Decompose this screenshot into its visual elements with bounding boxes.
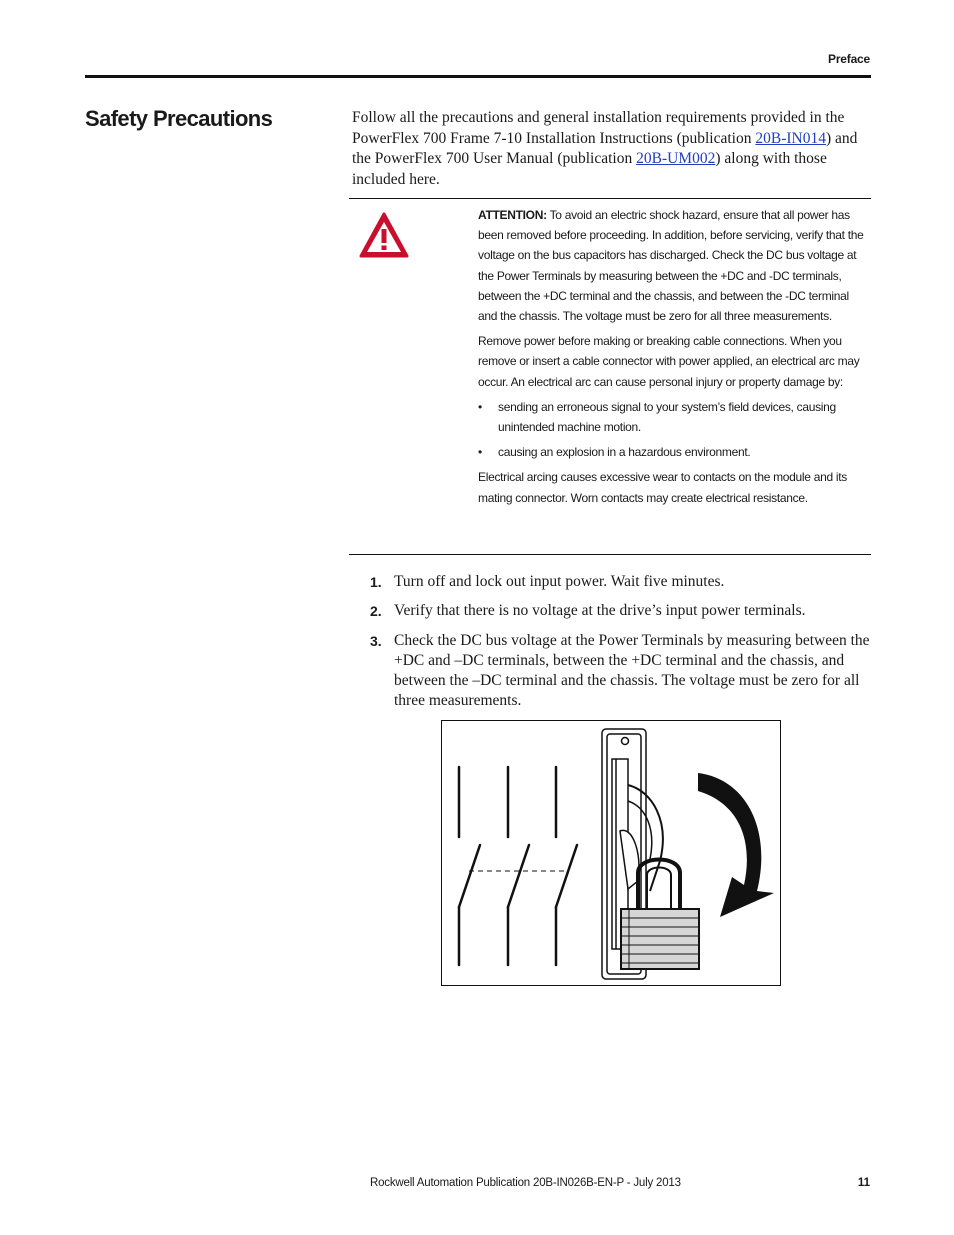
step-1 (370, 572, 872, 592)
step-3-number: 3. (370, 632, 382, 649)
warning-triangle-icon (358, 211, 410, 259)
step-3-text: Check the DC bus voltage at the Power Terminals by measuring between the +DC and –DC terminals, between the +DC terminal and the chassis, and between the –DC terminal and the chassis. The voltage must be zero for all three measurements. (394, 631, 870, 710)
intro-text-1: Follow all the precautions and general installation requirements provided in the PowerFlex 700 Frame 7-10 Installation Instructions (publication (352, 109, 845, 147)
attention-content (478, 205, 864, 513)
link-20b-um002[interactable]: 20B-UM002 (636, 150, 716, 167)
attention-bullet-2: • causing an explosion in a hazardous environment. (478, 442, 864, 462)
step-1-number: 1. (370, 574, 382, 590)
attention-bullet-list (478, 397, 864, 463)
attention-paragraph-3: Electrical arcing causes excessive wear to contacts on the module and its mating connector. Worn contacts may create electrical resistance. (478, 470, 847, 505)
disconnect-switch-icon (459, 767, 577, 965)
attention-box (349, 198, 871, 555)
header-rule (85, 75, 871, 78)
intro-paragraph (352, 108, 874, 190)
step-2 (370, 601, 872, 621)
lockout-figure (441, 720, 781, 986)
attention-paragraph-1 (478, 205, 864, 326)
header-section-label: Preface (828, 52, 870, 66)
attention-text-1: To avoid an electric shock hazard, ensure that all power has been removed before proceeding. In addition, before servicing, verify that the voltage on the bus capacitors has discharged. Check the DC bus voltage at the Power Terminals by measuring between the +DC and -DC terminals, between the +DC terminal and the chassis, and between the -DC terminal and the chassis. The voltage must be zero for all three measurements. (478, 208, 864, 324)
intro-text-2: ) and the PowerFlex 700 User Manual (publication (352, 129, 858, 167)
step-3 (370, 631, 872, 712)
footer-publication: Rockwell Automation Publication 20B-IN026B-EN-P - July 2013 (370, 1177, 681, 1189)
step-1-text: Turn off and lock out input power. Wait five minutes. (394, 573, 725, 590)
section-title: Safety Precautions (85, 106, 273, 131)
step-2-number: 2. (370, 603, 382, 620)
link-20b-in014[interactable]: 20B-IN014 (755, 129, 826, 147)
attention-paragraph-2: Remove power before making or breaking cable connections. When you remove or insert a cable connector with power applied, an electrical arc may occur. An electrical arc can cause personal injury or property damage by: (478, 334, 860, 389)
attention-label: ATTENTION: (478, 208, 547, 222)
steps-list (370, 572, 872, 721)
lockout-illustration (442, 721, 780, 985)
step-2-text: Verify that there is no voltage at the drive’s input power terminals. (394, 602, 806, 620)
footer-page-number: 11 (857, 1177, 870, 1189)
intro-text-3: ) along with those included here. (352, 150, 827, 188)
attention-bullet-1: • sending an erroneous signal to your system’s field devices, causing unintended machine motion. (478, 397, 864, 437)
rotate-off-arrow-icon (698, 773, 774, 917)
